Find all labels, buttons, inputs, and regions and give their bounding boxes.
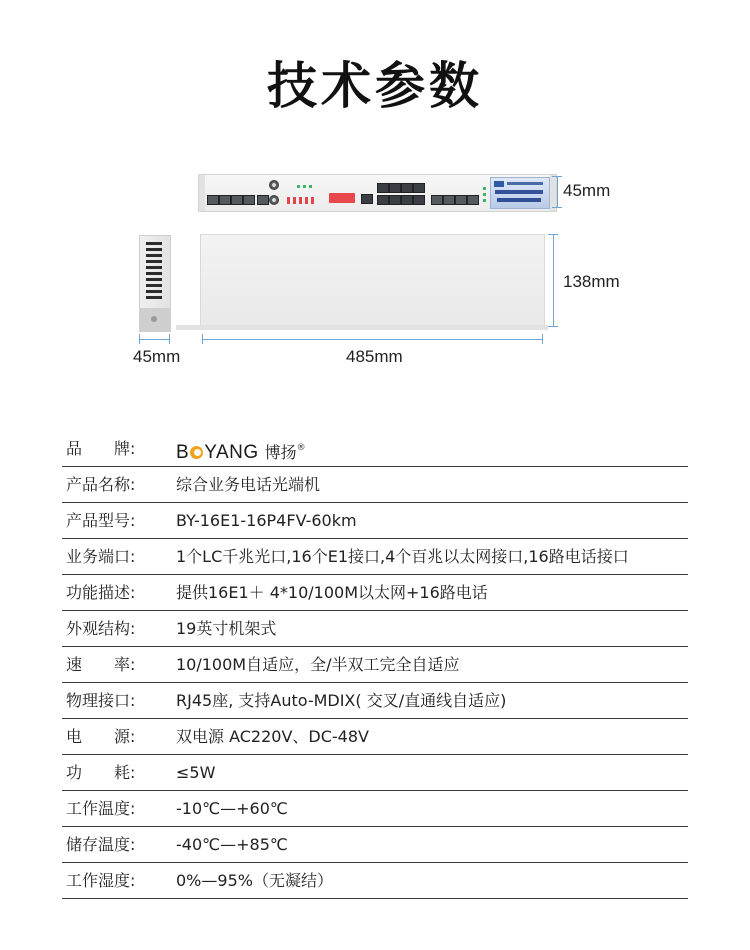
device-top-base [176,325,548,330]
spec-value: 1个LC千兆光口,16个E1接口,4个百兆以太网接口,16路电话接口 [176,547,629,566]
page-title: 技术参数 [267,57,483,115]
spec-row [62,683,688,719]
dimension-width: 485mm [346,347,403,366]
brand-logo: B YANG 博扬® [176,442,306,463]
spec-label: 储存温度: [66,835,136,854]
spec-label: 业务端口: [66,547,136,566]
spec-row [62,539,688,575]
lcd-label-plate [490,177,550,209]
spec-label: 工作湿度: [66,871,136,890]
spec-row [62,827,688,863]
dimension-front-height: 45mm [563,181,611,200]
rj45-port [207,195,219,205]
spec-value: 10/100M自适应，全/半双工完全自适应 [176,655,460,674]
spec-value: ≤5W [176,763,216,782]
coax-connector [269,180,279,190]
spec-label: 外观结构: [66,619,136,638]
spec-value: 提供16E1＋ 4*10/100M以太网+16路电话 [176,583,488,602]
spec-label: 产品名称: [66,475,136,494]
spec-row [62,863,688,899]
spec-row [62,611,688,647]
spec-row [62,467,688,503]
spec-label: 物理接口: [66,691,136,710]
spec-value: -10℃—+60℃ [176,799,288,818]
device-top-view [200,234,545,329]
rj45-port [243,195,255,205]
rj45-port [361,194,373,204]
spec-value: 综合业务电话光端机 [176,475,321,494]
spec-label: 功 耗: [66,763,136,782]
spec-value: 19英寸机架式 [176,619,277,638]
coax-connector [269,195,279,205]
spec-row [62,755,688,791]
spec-row [62,503,688,539]
spec-value: RJ45座, 支持Auto-MDIX( 交叉/直通线自适应) [176,691,507,710]
spec-label: 工作温度: [66,799,136,818]
spec-label: 电 源: [66,727,136,746]
spec-value: 0%—95%（无凝结） [176,871,333,890]
spec-table [62,431,688,899]
rj45-port [257,195,269,205]
dimension-top-height: 138mm [563,272,620,291]
spec-label: 品 牌: [66,439,136,458]
brand-mark-icon [190,446,203,459]
lc-optical-port [329,193,355,203]
dimension-side-depth: 45mm [133,347,181,366]
spec-row [62,791,688,827]
spec-row [62,719,688,755]
spec-label: 功能描述: [66,583,136,602]
spec-row-brand [62,431,688,467]
spec-value: BY-16E1-16P4FV-60km [176,511,357,530]
device-side-view [139,235,171,332]
spec-value: 双电源 AC220V、DC-48V [176,727,369,746]
spec-value: -40℃—+85℃ [176,835,288,854]
spec-row [62,647,688,683]
spec-label: 产品型号: [66,511,136,530]
rj45-port [219,195,231,205]
spec-label: 速 率: [66,655,136,674]
spec-row [62,575,688,611]
rj45-port [231,195,243,205]
